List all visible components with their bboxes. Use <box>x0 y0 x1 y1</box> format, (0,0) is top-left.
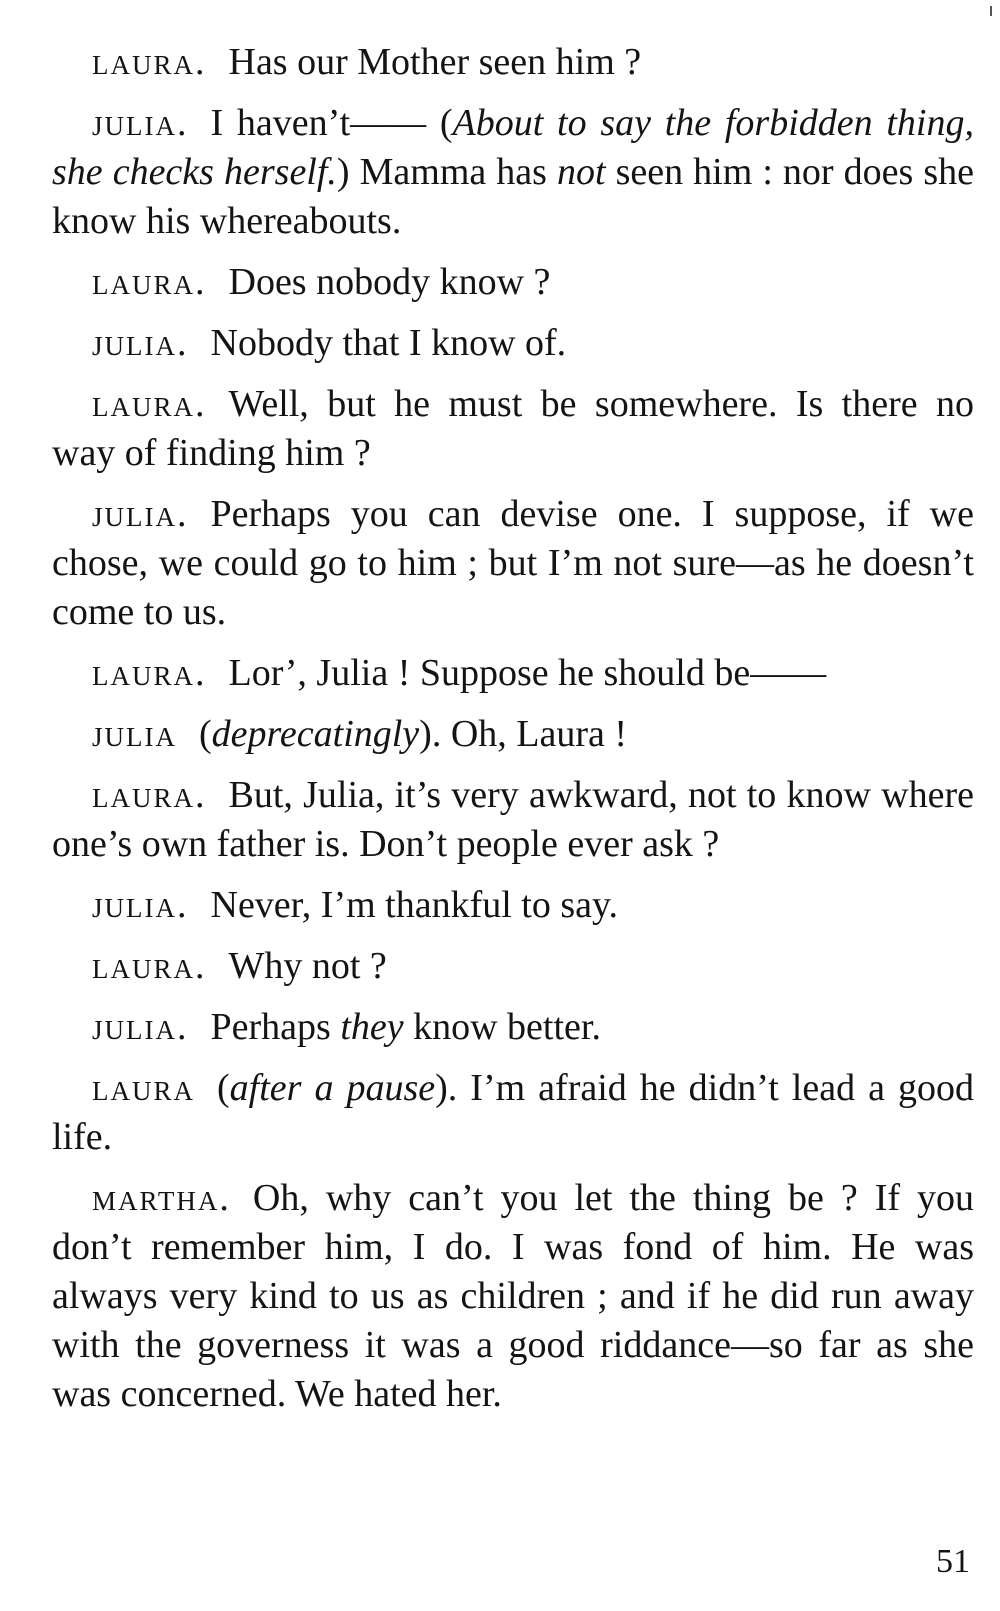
speaker-name: julia. <box>92 493 189 535</box>
speech-text: Never, I’m thankful to say. <box>210 884 619 926</box>
stage-direction: About to say the forbidden thing, she checks herself. <box>52 102 974 193</box>
dialogue-paragraph <box>52 1174 974 1419</box>
speaker-name: julia. <box>92 884 189 926</box>
speech-text: seen him : nor does she know his whereabouts. <box>52 151 974 242</box>
speech-text: Perhaps <box>210 1006 341 1048</box>
stage-direction: after a pause <box>229 1067 436 1109</box>
stage-direction: they <box>340 1006 404 1048</box>
dialogue-paragraph <box>52 258 974 307</box>
dialogue-paragraph <box>52 710 974 759</box>
dialogue-paragraph <box>52 319 974 368</box>
book-page <box>52 38 974 1431</box>
speaker-name: martha. <box>92 1177 231 1219</box>
dialogue-paragraph <box>52 490 974 637</box>
speaker-name: laura. <box>92 41 207 83</box>
speech-text: Well, but he must be somewhere. Is there no way of finding him ? <box>52 383 974 474</box>
speaker-name: laura. <box>92 945 207 987</box>
speech-text: ( <box>217 1067 230 1109</box>
speaker-name: julia. <box>92 102 189 144</box>
speaker-name: laura. <box>92 652 207 694</box>
speaker-name: laura. <box>92 383 207 425</box>
margin-mark <box>990 6 992 16</box>
speech-text: Nobody that I know of. <box>210 322 567 364</box>
stage-direction: not <box>557 151 606 193</box>
speech-text: Has our Mother seen him ? <box>228 41 642 83</box>
speech-text: But, Julia, it’s very awkward, not to know where one’s own father is. Don’t people ever ask ? <box>52 774 974 865</box>
speech-text: know better. <box>403 1006 601 1048</box>
speaker-name: julia. <box>92 322 189 364</box>
speech-text: Oh, why can’t you let the thing be ? If you don’t remember him, I do. I was fond of him. He was always very kind to us as children ; and if he did run away with the governess it was a good riddance—so far as she was concerned. We hated her. <box>52 1177 974 1415</box>
speaker-name: julia <box>92 713 177 755</box>
speech-text: Does nobody know ? <box>228 261 551 303</box>
dialogue-paragraph <box>52 1064 974 1162</box>
speech-text: ). I’m afraid he didn’t lead a good life. <box>52 1067 974 1158</box>
speaker-name: laura. <box>92 261 207 303</box>
speech-text: Perhaps you can devise one. I suppose, if we chose, we could go to him ; but I’m not sure—as he doesn’t come to us. <box>52 493 974 633</box>
dialogue-paragraph <box>52 38 974 87</box>
speech-text: ). Oh, Laura ! <box>419 713 628 755</box>
speaker-name: julia. <box>92 1006 189 1048</box>
dialogue-paragraph <box>52 649 974 698</box>
speech-text: I haven’t—— ( <box>210 102 453 144</box>
dialogue-paragraph <box>52 1003 974 1052</box>
speech-text: Lor’, Julia ! Suppose he should be—— <box>228 652 827 694</box>
dialogue-paragraph <box>52 881 974 930</box>
dialogue-paragraph <box>52 942 974 991</box>
stage-direction: deprecatingly <box>211 713 420 755</box>
speech-text: Why not ? <box>228 945 387 987</box>
dialogue-paragraph <box>52 99 974 246</box>
page-number: 51 <box>936 1543 970 1580</box>
speech-text: ( <box>199 713 212 755</box>
speaker-name: laura <box>92 1067 195 1109</box>
speech-text: ) Mamma has <box>336 151 557 193</box>
speaker-name: laura. <box>92 774 207 816</box>
dialogue-paragraph <box>52 771 974 869</box>
dialogue-paragraph <box>52 380 974 478</box>
